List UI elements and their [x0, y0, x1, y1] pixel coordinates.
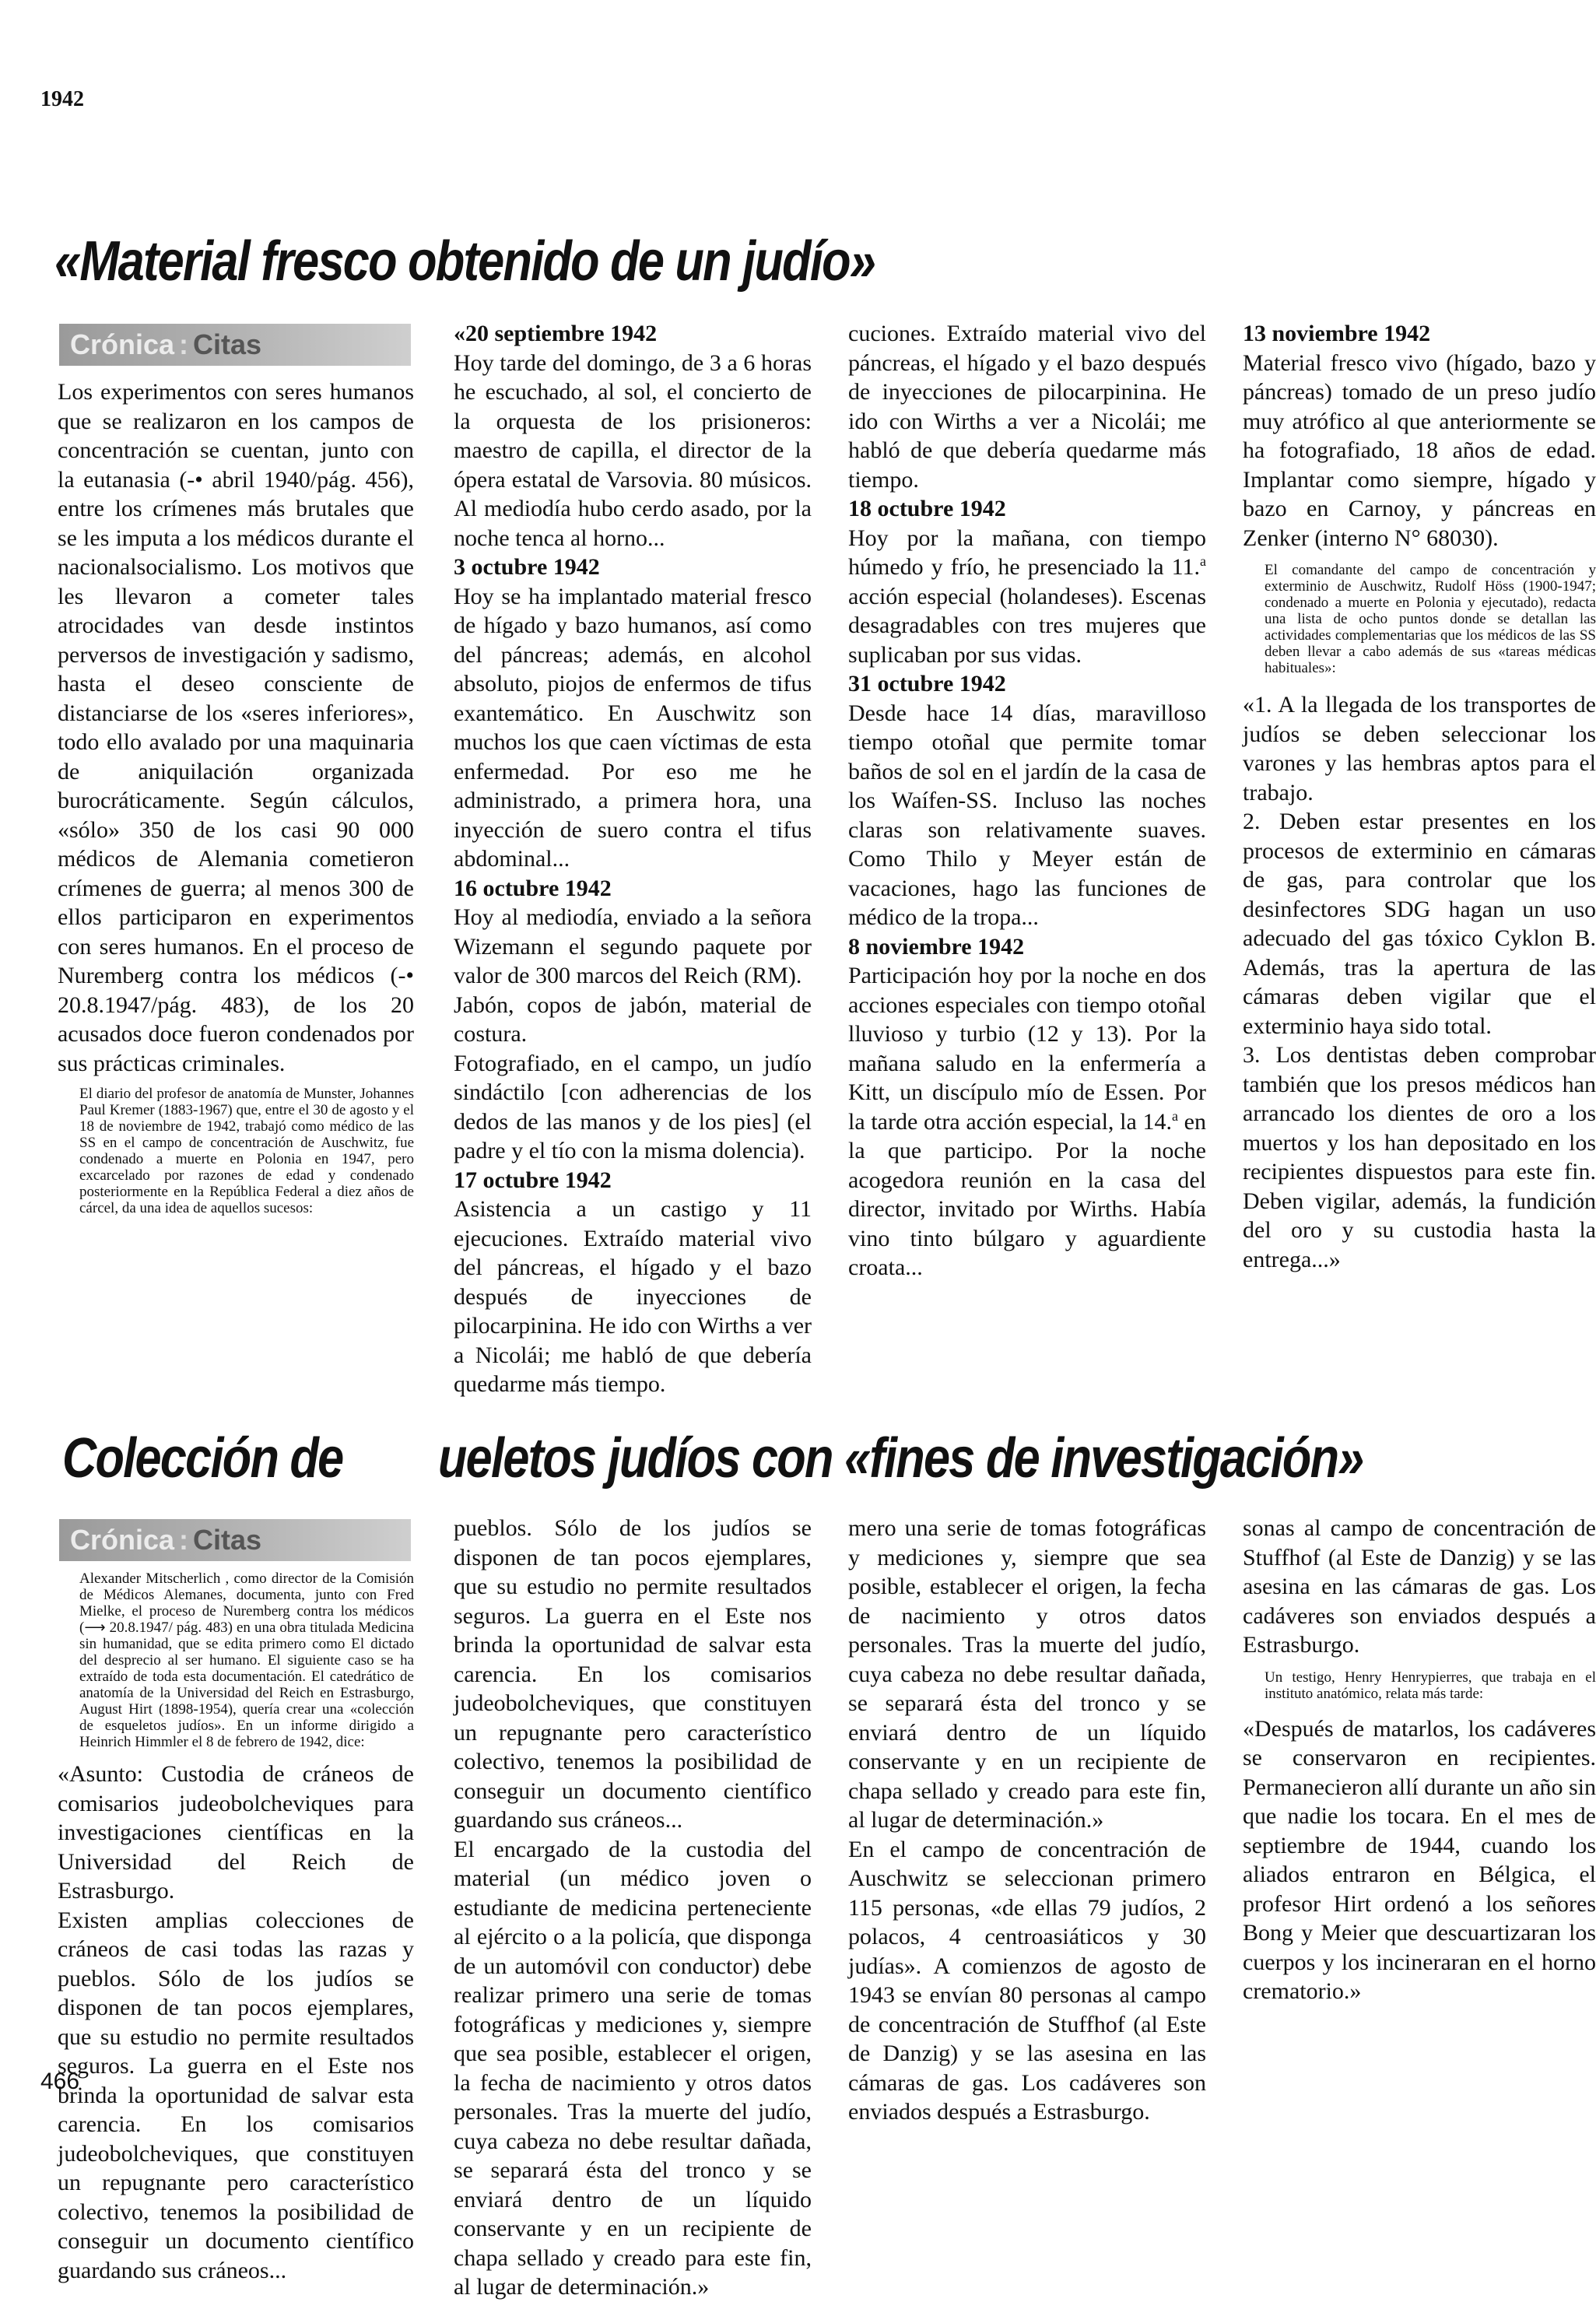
- hirt-letter: «Asunto: Custodia de cráneos de comisarios judeobolcheviques para investigaciones científicas en la Universidad del Reich de Estrasburgo.: [58, 1761, 414, 1904]
- article2-caption-2: Un testigo, Henry Henrypierres, que trabaja en el instituto anatómico, relata más tarde:: [1265, 1669, 1596, 1702]
- diary-entry: Participación hoy por la noche en dos acciones especiales con tiempo otoñal lluvioso y turbio (12 y 13). Por la mañana saludo en la enfermería a Kitt, un discípulo mío de Essen. Por la tarde otra acción especial, la 14.$^a$ en la que participo. Por la noche acogedora reunión en la casa del director, invitado por Wirths. Había vino tinto búlgaro y aguardiente croata...: [848, 963, 1206, 1280]
- article1-caption-2: El comandante del campo de concentración y exterminio de Auschwitz, Rudolf Höss (1900-1947; condenado a muerte en Polonia y ejecutado), redacta una lista de ocho puntos donde se detallan las actividades complementarias que los médicos de las SS deben llevar a cabo además de sus «tareas médicas habituales»:: [1265, 562, 1596, 676]
- diary-entry: Material fresco vivo (hígado, bazo y páncreas) tomado de un preso judío muy atrófico al que anteriormente se ha fotografiado, 18 años de edad. Implantar como siempre, hígado y bazo en Carnoy, y páncreas en Zenker (interno N° 68030).: [1243, 349, 1596, 551]
- hoss-point: «1. A la llegada de los transportes de judíos se deben seleccionar los varones y las hembras aptos para el trabajo.: [1243, 692, 1596, 805]
- banner-cronica: Crónica: [70, 328, 175, 360]
- page-year: 1942: [40, 87, 84, 111]
- hoss-point: 2. Deben estar presentes en los procesos de exterminio en cámaras de gas, para controlar que los desinfectores SDG hagan un uso adecuado del gas tóxico Cyklon B. Además, tras la apertura de las cámaras deben vigilar que el exterminio haya sido total.: [1243, 809, 1596, 1039]
- diary-date: 31 octubre 1942: [848, 671, 1006, 697]
- diary-date: 17 octubre 1942: [454, 1167, 612, 1193]
- article1-title: «Material fresco obtenido de un judío»: [54, 230, 875, 293]
- diary-date: 8 noviembre 1942: [848, 933, 1025, 960]
- diary-entry: Hoy tarde del domingo, de 3 a 6 horas he escuchado, al sol, el concierto de la orquesta de los prisioneros: maestro de capilla, el director de la ópera estatal de Varsovia. 80 músicos. Al mediodía hubo cerdo asado, por la noche tenca al horno...: [454, 349, 812, 551]
- page-number: 466: [40, 2069, 80, 2094]
- article1-caption: El diario del profesor de anatomía de Munster, Johannes Paul Kremer (1883-1967) que, entre el 30 de agosto y el 18 de noviembre de 1942, trabajó como médico de las SS en el campo de concentración de Auschwitz, fue condenado a muerte en Polonia en 1947, pero excarcelado por razones de edad y condenado posteriormente en la República Federal a diez años de cárcel, da una idea de aquellos sucesos:: [79, 1086, 414, 1216]
- banner-citas: Citas: [193, 328, 262, 360]
- diary-entry: Hoy se ha implantado material fresco de hígado y bazo humanos, así como del páncreas; además, en alcohol absoluto, piojos de enfermos de tifus exantemático. En Auschwitz son muchos los que caen víctimas de esta enfermedad. Por eso me he administrado, a primera hora, una inyección de suero contra el tifus abdominal...: [454, 583, 812, 872]
- hirt-letter: Existen amplias colecciones de cráneos de casi todas las razas y pueblos. Sólo de los judíos se disponen de tan pocos ejemplares, que su estudio no permite resultados seguros. La guerra en el Este nos brinda la oportunidad de salvar esta carencia. En los comisarios judeobolcheviques, que constituyen un repugnante pero característico colectivo, tenemos la posibilidad de conseguir un documento científico guardando sus cráneos...: [58, 1907, 414, 2283]
- article1-column-3: [848, 319, 1206, 1283]
- diary-entry: Fotografiado, en el campo, un judío sindáctilo [con adherencias de los dedos de las manos y de los pies] (el padre y el tío con la misma dolencia).: [454, 1050, 812, 1163]
- witness-testimony: «Después de matarlos, los cadáveres se conservaron en recipientes. Permanecieron allí durante un año sin que nadie los tocara. En el mes de septiembre de 1944, cuando los aliados entraron en Bélgica, el profesor Hirt ordenó a los señores Bong y Meier que descuartizaran los cuerpos y los incineraran en el horno crematorio.»: [1243, 1715, 1596, 2004]
- auschwitz-selection: En el campo de concentración de Auschwitz se seleccionan primero 115 personas, «de ellas 79 judíos, 2 polacos, 4 centroasiáticos y 30 judías». A comienzos de agosto de 1943 se envían 80 personas al campo de concentración de Stuffhof (al Este de Danzig) y se las asesina en las cámaras de gas. Los cadáveres son enviados después a Estrasburgo.: [848, 1836, 1206, 2125]
- cronica-citas-banner: [59, 1519, 411, 1561]
- auschwitz-selection-continued: sonas al campo de concentración de Stuffhof (al Este de Danzig) y se las asesina en las cámaras de gas. Los cadáveres son enviados después a Estrasburgo.: [1243, 1515, 1596, 1658]
- banner-separator: :: [179, 328, 189, 360]
- banner-cronica: Crónica: [70, 1524, 175, 1556]
- article1-column-2: [454, 319, 812, 1397]
- diary-date: «20 septiembre 1942: [454, 321, 658, 346]
- article2-title-part-1: Colección de: [62, 1427, 343, 1490]
- diary-entry: Hoy al mediodía, enviado a la señora Wizemann el segundo paquete por valor de 300 marcos del Reich (RM).: [454, 904, 812, 988]
- article2-title-part-2: ueletos judíos con «fines de investigación»: [438, 1427, 1363, 1490]
- article2-caption: Alexander Mitscherlich , como director de la Comisión de Médicos Alemanes, documenta, junto con Fred Mielke, el proceso de Nuremberg contra los médicos (⟶ 20.8.1947/ pág. 483) en una obra titulada Medicina sin humanidad, que se edita primero como El dictado del desprecio al ser humano. El siguiente caso se ha extraído de toda esta documentación. El catedrático de anatomía de la Universidad del Reich en Estrasburgo, August Hirt (1898-1954), quería crear una «colección de esqueletos judíos». En un informe dirigido a Heinrich Himmler el 8 de febrero de 1942, dice:: [79, 1570, 414, 1750]
- diary-date: 18 octubre 1942: [848, 496, 1006, 521]
- diary-entry: Hoy por la mañana, con tiempo húmedo y frío, he presenciado la 11.$^a$ acción especial (holandeses). Escenas desagradables con tres mujeres que suplicaban por sus vidas.: [848, 525, 1206, 668]
- hirt-letter-continued: pueblos. Sólo de los judíos se disponen de tan pocos ejemplares, que su estudio no permite resultados seguros. La guerra en el Este nos brinda la oportunidad de salvar esta carencia. En los comisarios judeobolcheviques, que constituyen un repugnante pero característico colectivo, tenemos la posibilidad de conseguir un documento científico guardando sus cráneos...: [454, 1515, 812, 1833]
- diary-date: 3 octubre 1942: [454, 554, 600, 580]
- diary-entry: Jabón, copos de jabón, material de costura.: [454, 991, 812, 1047]
- diary-entry: Desde hace 14 días, maravilloso tiempo otoñal que permite tomar baños de sol en el jardín de la casa de los Waífen-SS. Incluso las noches claras son relativamente suaves. Como Thilo y Meyer están de vacaciones, hago las funciones de médico de la tropa...: [848, 700, 1206, 930]
- banner-citas: Citas: [193, 1524, 262, 1556]
- article2-column-4: [1243, 1514, 1596, 2006]
- hirt-letter-continued: mero una serie de tomas fotográficas y mediciones y, siempre que sea posible, establecer el origen, la fecha de nacimiento y otros datos personales. Tras la muerte del judío, cuya cabeza no debe resultar dañada, se separará ésta del tronco y se enviará dentro de un líquido conservante y en un recipiente de chapa sellado y creado para este fin, al lugar de determinación.»: [848, 1515, 1206, 1833]
- diary-entry: Asistencia a un castigo y 11 ejecuciones. Extraído material vivo del páncreas, el hígado y el bazo después de inyecciones de pilocarpinina. He ido con Wirths a ver a Nicolái; me habló de que debería quedarme más tiempo.: [454, 1196, 812, 1397]
- banner-separator: :: [179, 1524, 189, 1556]
- hoss-point: 3. Los dentistas deben comprobar también que los presos médicos han arrancado los dientes de oro a los muertos y los han depositado en los recipientes dispuestos para este fin. Deben vigilar, además, la fundición del oro y su custodia hasta la entrega...»: [1243, 1042, 1596, 1272]
- article2-column-3: [848, 1514, 1206, 2125]
- article1-column-4: [1243, 319, 1596, 1274]
- article1-column-1: [58, 377, 414, 1216]
- hirt-letter: El encargado de la custodia del material (un médico joven o estudiante de medicina perteneciente al ejército o a la policía, que disponga de un automóvil con conductor) debe realizar primero una serie de tomas fotográficas y mediciones y, siempre que sea posible, establecer el origen, la fecha de nacimiento y otros datos personales. Tras la muerte del judío, cuya cabeza no debe resultar dañada, se separará ésta del tronco y se enviará dentro de un líquido conservante y en un recipiente de chapa sellado y creado para este fin, al lugar de determinación.»: [454, 1836, 812, 2300]
- article1-intro: Los experimentos con seres humanos que se realizaron en los campos de concentración se cuentan, junto con la eutanasia (-• abril 1940/pág. 456), entre los crímenes más brutales que se les imputa a los médicos durante el nacionalsocialismo. Los motivos que les llevaron a cometer tales atrocidades van desde instintos perversos de investigación y sadismo, hasta el deseo consciente de distanciarse de los «seres inferiores», todo ello avalado por una maquinaria de aniquilación organizada burocráticamente. Según cálculos, «sólo» 350 de los casi 90 000 médicos de Alemania cometieron crímenes de guerra; al menos 300 de ellos participaron en experimentos con seres humanos. En el proceso de Nuremberg contra los médicos (-• 20.8.1947/pág. 483), de los 20 acusados doce fueron condenados por sus prácticas criminales.: [58, 379, 414, 1076]
- diary-date: 16 octubre 1942: [454, 875, 612, 901]
- article2-column-2: [454, 1514, 812, 2300]
- diary-date: 13 noviembre 1942: [1243, 321, 1431, 346]
- diary-entry-continued: cuciones. Extraído material vivo del páncreas, el hígado y el bazo después de inyecciones de pilocarpinina. He ido con Wirths a ver a Nicolái; me habló de que debería quedarme más tiempo.: [848, 321, 1206, 493]
- cronica-citas-banner: [59, 324, 411, 366]
